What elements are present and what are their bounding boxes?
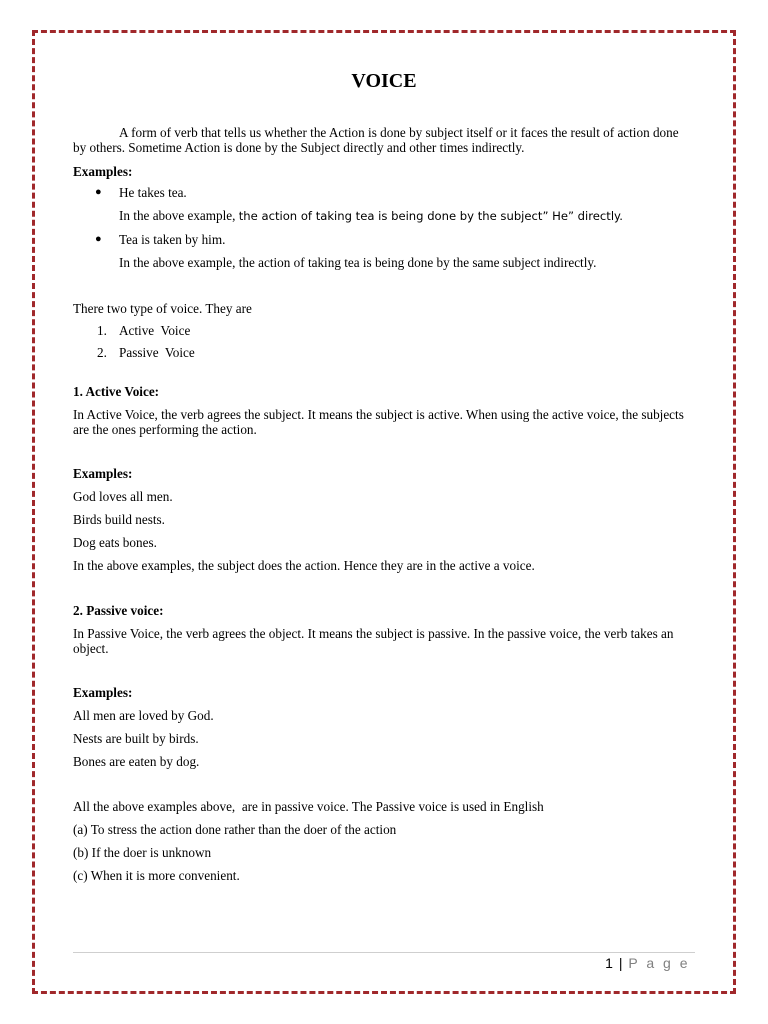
active-conclusion: In the above examples, the subject does the action. Hence they are in the active a voice. <box>73 558 535 573</box>
types-intro: There two type of voice. They are <box>73 301 252 316</box>
bullet-icon: ● <box>95 233 102 245</box>
list-item <box>73 232 695 270</box>
types-list <box>73 323 695 360</box>
use-item: (a) To stress the action done rather than the doer of the action <box>73 822 397 837</box>
example-explanation <box>119 208 695 224</box>
list-item <box>73 345 695 360</box>
bullet-icon: ● <box>95 186 102 198</box>
example-line: God loves all men. <box>73 489 173 504</box>
intro-paragraph: A form of verb that tells us whether the Action is done by subject itself or it faces the result of action done by others. Sometime Action is done by the Subject directly and other times indirectly. <box>73 125 679 155</box>
passive-voice-heading: 2. Passive voice: <box>73 603 164 618</box>
active-voice-text: In Active Voice, the verb agrees the subject. It means the subject is active. When using the active voice, the subjects are the ones performing the action. <box>73 407 684 437</box>
example-list <box>73 185 695 270</box>
footer-divider <box>73 952 695 953</box>
list-number: 2. <box>97 345 107 360</box>
page-label: P a g e <box>628 955 690 971</box>
passive-voice-text: In Passive Voice, the verb agrees the object. It means the subject is passive. In the passive voice, the verb takes an object. <box>73 626 674 656</box>
examples-heading: Examples: <box>73 164 133 179</box>
active-voice-heading: 1. Active Voice: <box>73 384 160 399</box>
example-line: Nests are built by birds. <box>73 731 199 746</box>
example-sentence: Tea is taken by him. <box>119 232 226 247</box>
footer-separator: | <box>618 955 624 971</box>
list-number: 1. <box>97 323 107 338</box>
page-title: VOICE <box>351 70 417 92</box>
passive-examples-heading: Examples: <box>73 685 133 700</box>
page-footer <box>605 955 690 971</box>
example-line: Bones are eaten by dog. <box>73 754 200 769</box>
list-item <box>73 323 695 338</box>
example-line: Dog eats bones. <box>73 535 157 550</box>
document-body <box>73 64 695 883</box>
example-sentence: He takes tea. <box>119 185 187 200</box>
example-explanation: In the above example, the action of taking tea is being done by the same subject indirectly. <box>119 255 597 270</box>
page-number: 1 <box>605 955 614 971</box>
explanation-rest: the action of taking tea is being done by the subject” He” directly. <box>238 209 623 223</box>
example-line: Birds build nests. <box>73 512 165 527</box>
active-examples-heading: Examples: <box>73 466 133 481</box>
passive-conclusion: All the above examples above, are in passive voice. The Passive voice is used in English <box>73 799 544 814</box>
explanation-prefix: In the above example, <box>119 208 239 223</box>
use-item: (b) If the doer is unknown <box>73 845 212 860</box>
use-item: (c) When it is more convenient. <box>73 868 240 883</box>
example-line: All men are loved by God. <box>73 708 214 723</box>
list-item <box>73 185 695 224</box>
type-label: Passive Voice <box>119 345 195 360</box>
type-label: Active Voice <box>119 323 191 338</box>
